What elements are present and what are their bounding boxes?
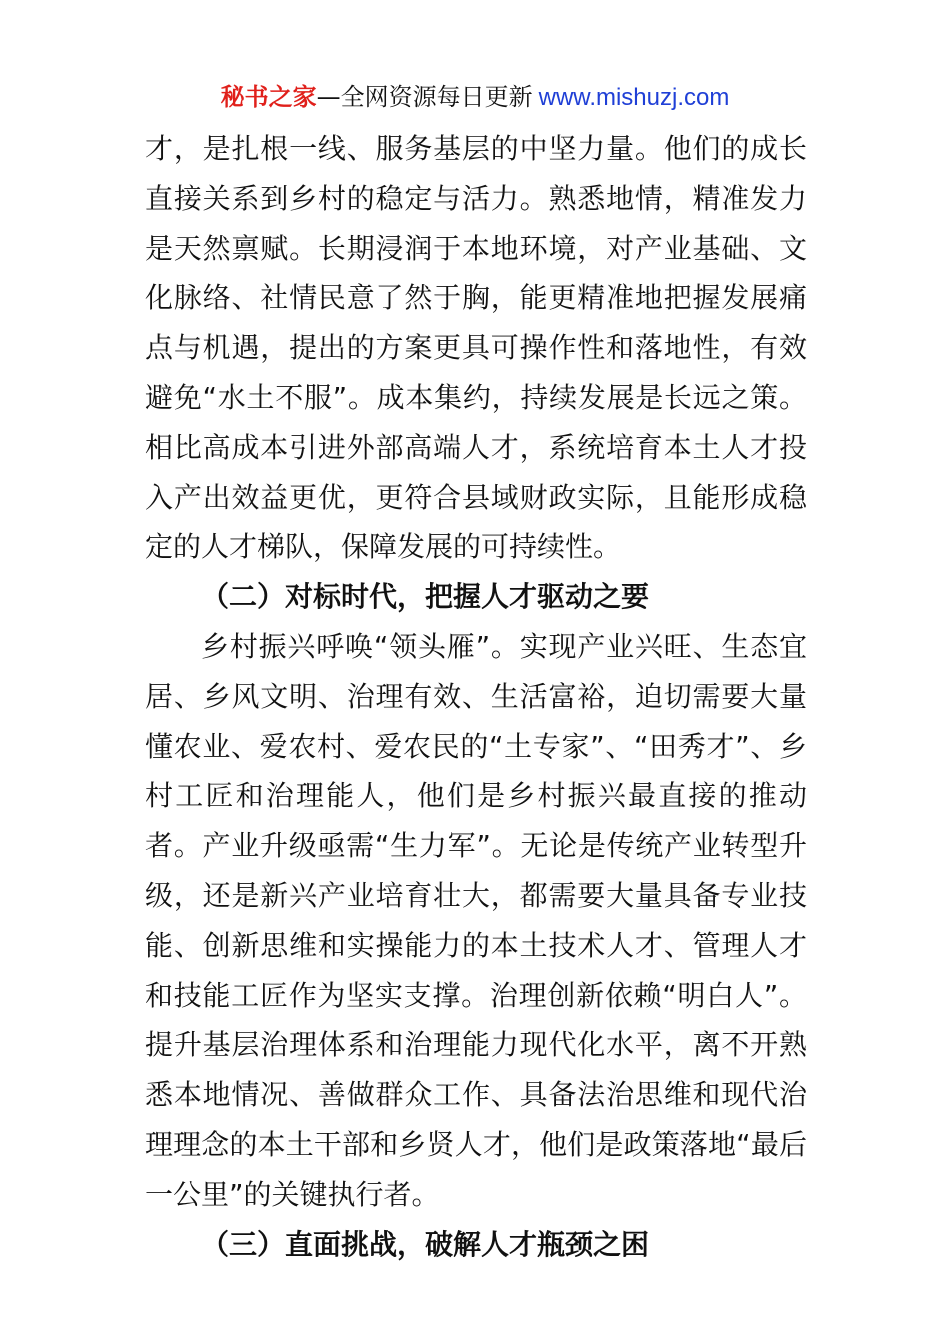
section-heading-3: （三）直面挑战，破解人才瓶颈之困	[201, 1227, 650, 1261]
brand-name: 秘书之家	[220, 83, 317, 111]
section-heading-2: （二）对标时代，把握人才驱动之要	[201, 580, 650, 614]
site-header	[0, 80, 950, 115]
document-body	[145, 124, 807, 1269]
site-url-link[interactable]: www.mishuzj.com	[538, 84, 730, 111]
paragraph-1: 才，是扎根一线、服务基层的中坚力量。他们的成长直接关系到乡村的稳定与活力。熟悉地情，精准发力是天然禀赋。长期浸润于本地环境，对产业基础、文化脉络、社情民意了然于胸，能更精准地把握发展痛点与机遇，提出的方案更具可操作性和落地性，有效避免“水土不服”。成本集约，持续发展是长远之策。相比高成本引进外部高端人才，系统培育本土人才投入产出效益更优，更符合县域财政实际，且能形成稳定的人才梯队，保障发展的可持续性。	[145, 132, 807, 564]
header-tagline: —全网资源每日更新	[316, 83, 533, 111]
paragraph-2: 乡村振兴呼唤“领头雁”。实现产业兴旺、生态宜居、乡风文明、治理有效、生活富裕，迫切需要大量懂农业、爱农村、爱农民的“土专家”、“田秀才”、乡村工匠和治理能人，他们是乡村振兴最直接的推动者。产业升级亟需“生力军”。无论是传统产业转型升级，还是新兴产业培育壮大，都需要大量具备专业技能、创新思维和实操能力的本土技术人才、管理人才和技能工匠作为坚实支撑。治理创新依赖“明白人”。提升基层治理体系和治理能力现代化水平，离不开熟悉本地情况、善做群众工作、具备法治思维和现代治理理念的本土干部和乡贤人才，他们是政策落地“最后一公里”的关键执行者。	[145, 629, 807, 1211]
